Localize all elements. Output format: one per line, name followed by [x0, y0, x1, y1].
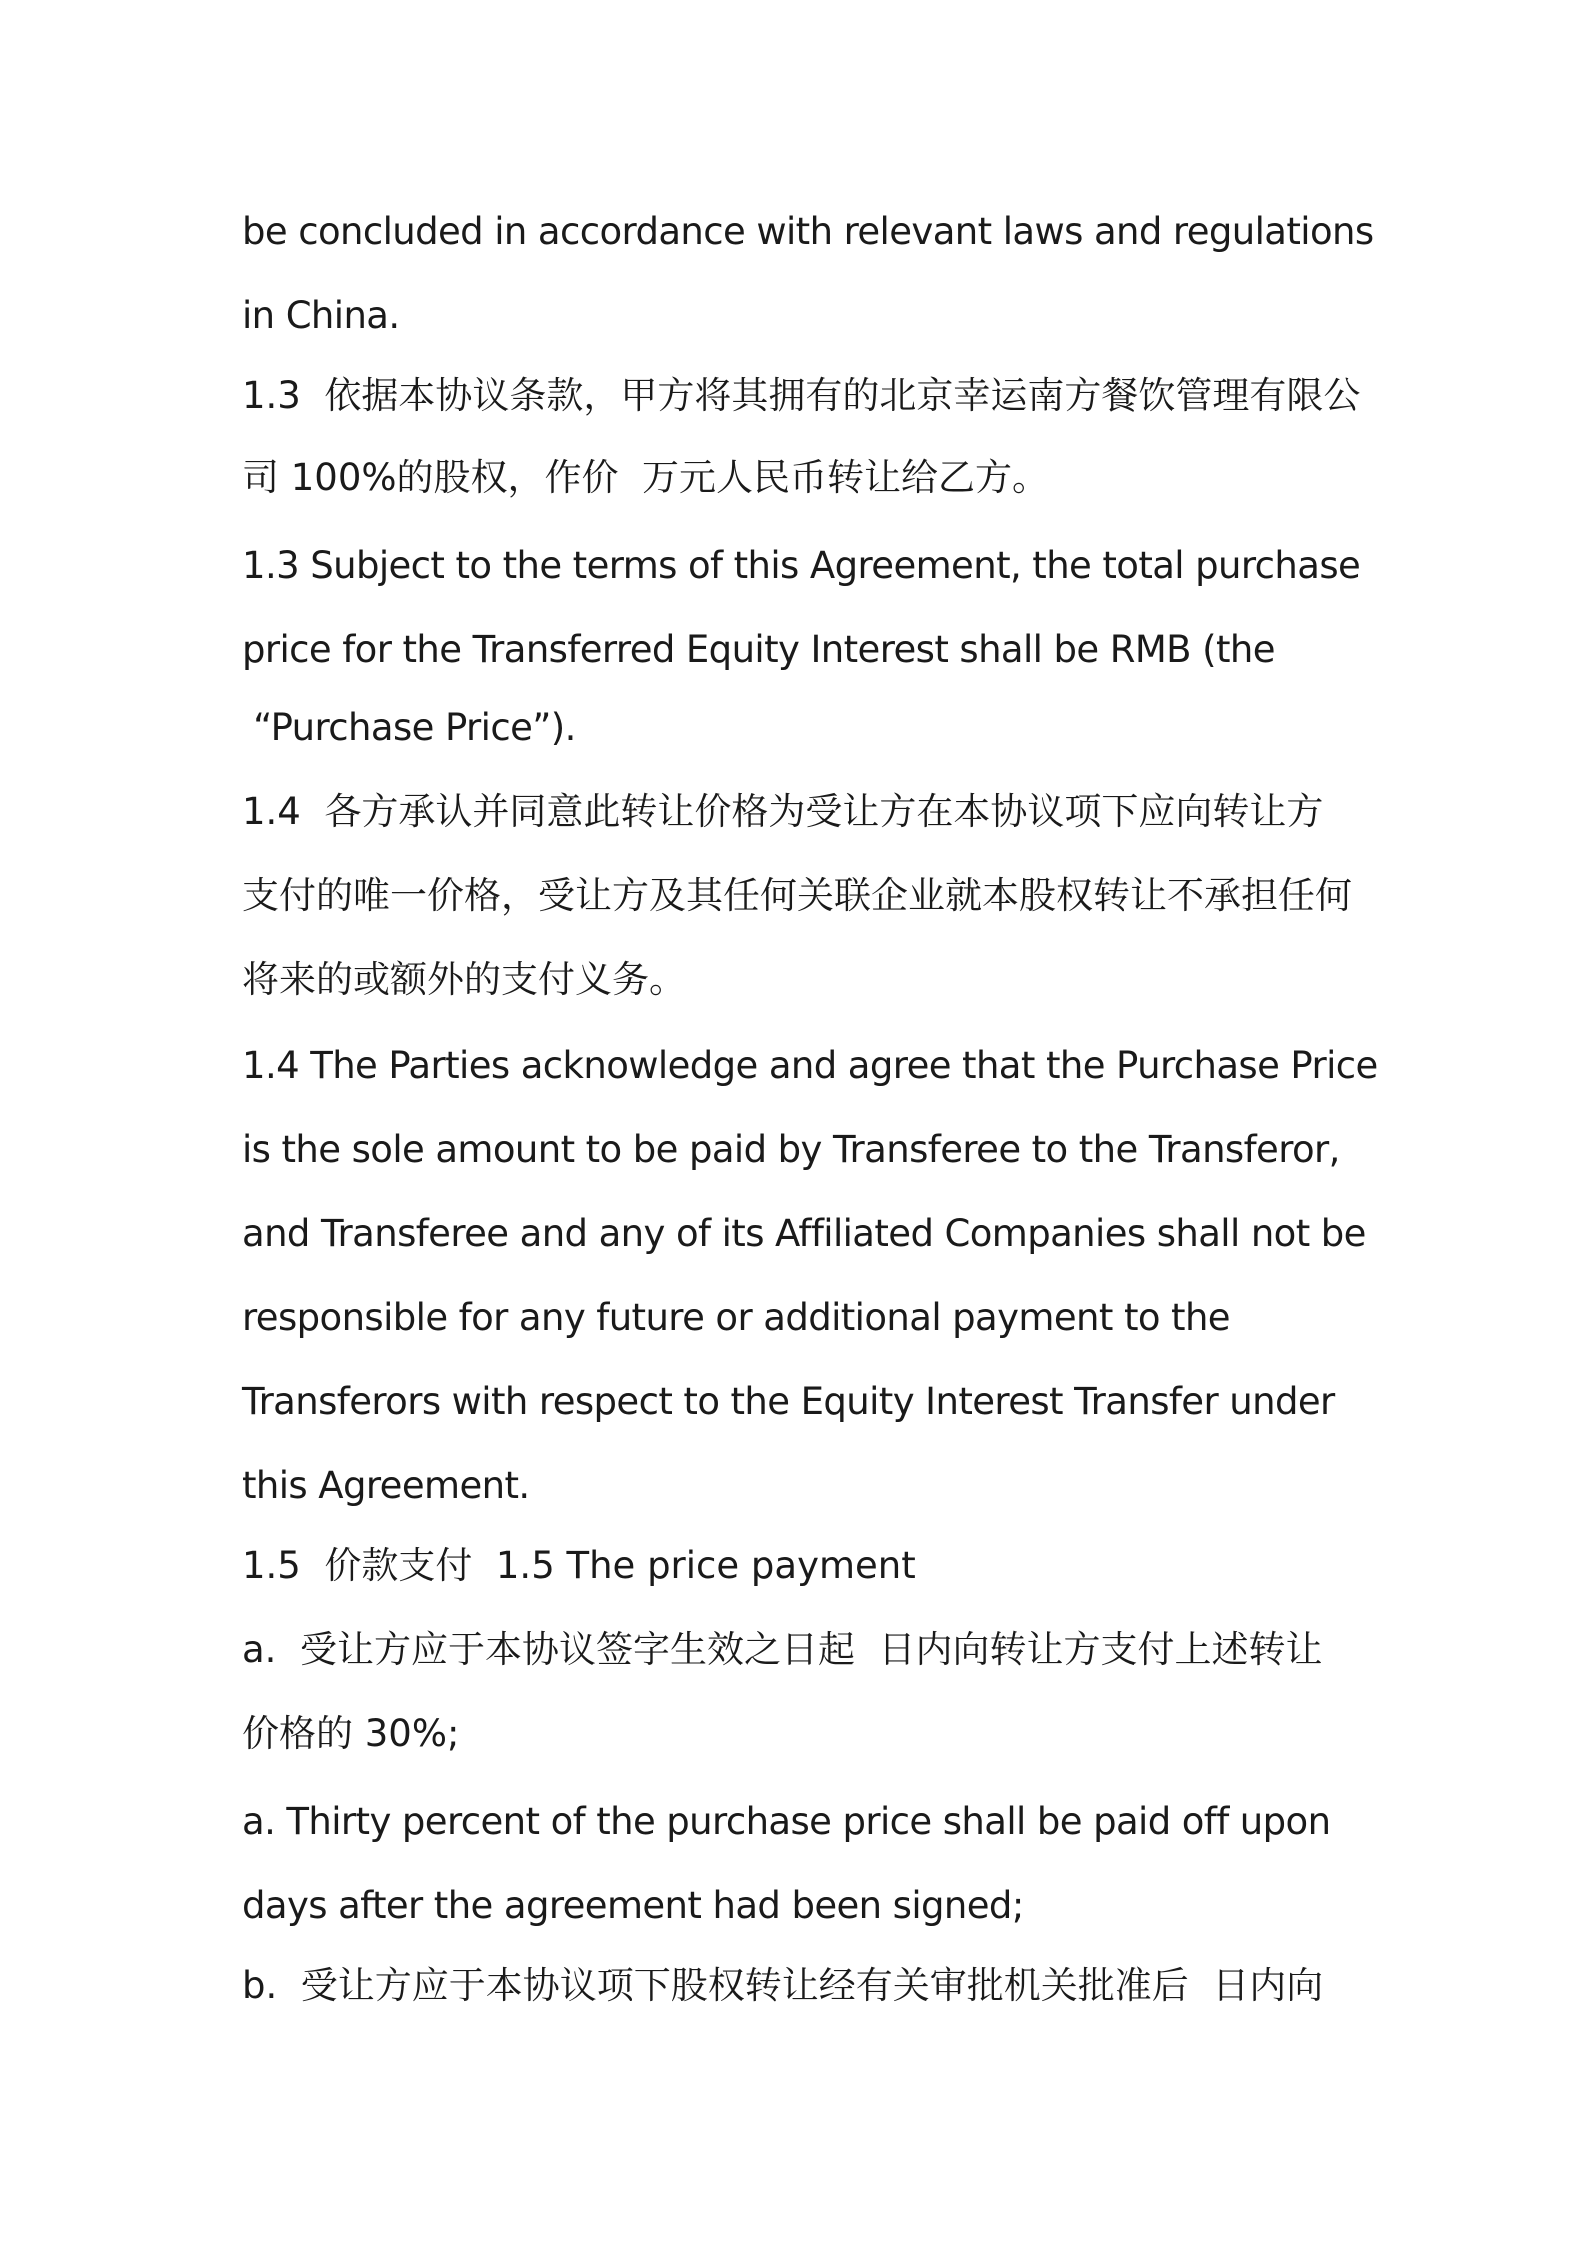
text-line: is the sole amount to be paid by Transferee to the Transferor, [242, 1128, 1340, 1171]
text-line: responsible for any future or additional payment to the [242, 1296, 1230, 1339]
text-line: 1.3 Subject to the terms of this Agreement, the total purchase [242, 544, 1361, 587]
text-line: a. Thirty percent of the purchase price shall be paid off upon [242, 1800, 1331, 1843]
text-line: Transferors with respect to the Equity Interest Transfer under [242, 1380, 1335, 1423]
text-line: 司 100%的股权，作价 万元人民币转让给乙方。 [242, 456, 1050, 499]
text-line: in China. [242, 294, 400, 337]
text-line: “Purchase Price”). [242, 706, 576, 749]
text-line: and Transferee and any of its Affiliated Companies shall not be [242, 1212, 1366, 1255]
text-line: 1.4 各方承认并同意此转让价格为受让方在本协议项下应向转让方 [242, 790, 1324, 833]
text-line: 价格的 30%; [242, 1712, 460, 1755]
text-line: price for the Transferred Equity Interest shall be RMB (the [242, 628, 1275, 671]
text-line: 1.4 The Parties acknowledge and agree that the Purchase Price [242, 1044, 1378, 1087]
text-line: this Agreement. [242, 1464, 530, 1507]
text-line: b. 受让方应于本协议项下股权转让经有关审批机关批准后 日内向 [242, 1964, 1324, 2007]
text-line: 1.3 依据本协议条款，甲方将其拥有的北京幸运南方餐饮管理有限公 [242, 374, 1361, 417]
text-line: a. 受让方应于本协议签字生效之日起 日内向转让方支付上述转让 [242, 1628, 1323, 1671]
text-line: be concluded in accordance with relevant laws and regulations [242, 210, 1374, 253]
text-line: 1.5 价款支付 1.5 The price payment [242, 1544, 916, 1587]
text-line: 支付的唯一价格，受让方及其任何关联企业就本股权转让不承担任何 [242, 874, 1352, 917]
text-line: days after the agreement had been signed; [242, 1884, 1024, 1927]
text-line: 将来的或额外的支付义务。 [242, 958, 686, 1001]
